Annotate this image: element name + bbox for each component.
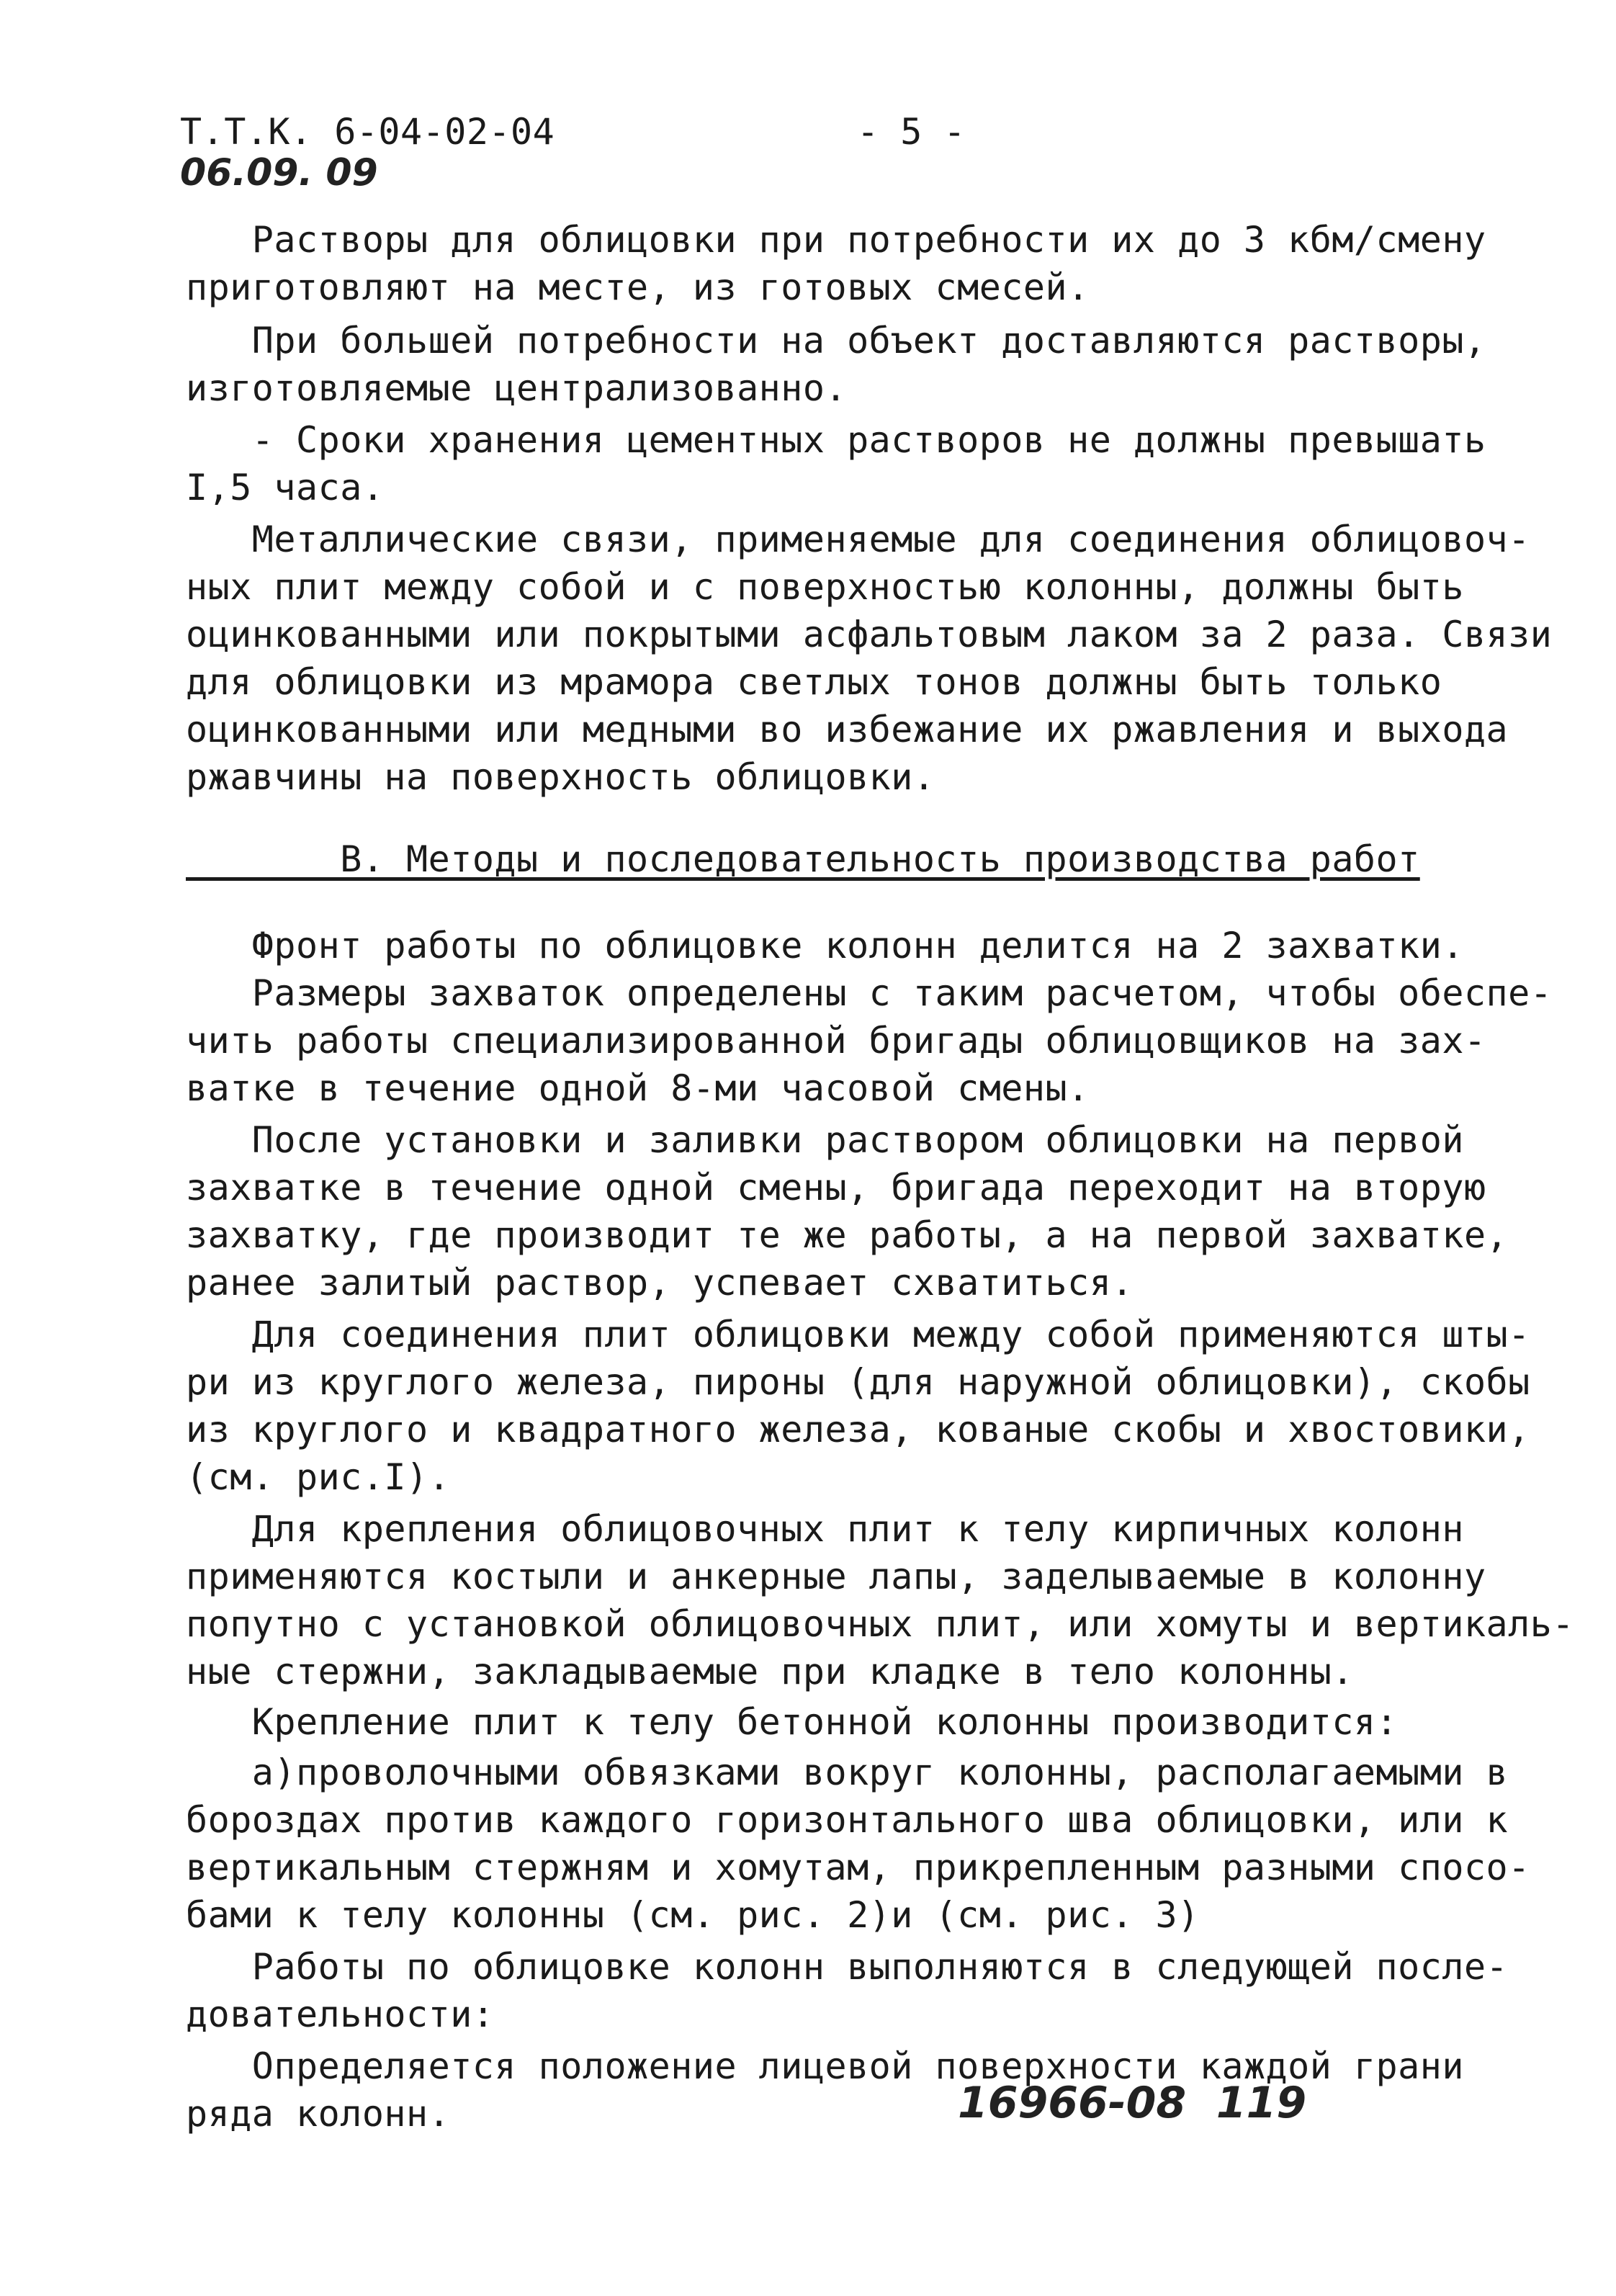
text-line: изготовляемые централизованно. (186, 367, 848, 409)
text-line: а)проволочными обвязками вокруг колонны, располагаемыми в (186, 1752, 1509, 1793)
text-line: для облицовки из мрамора светлых тонов должны быть только (186, 661, 1442, 703)
text-line: - Сроки хранения цементных растворов не должны превышать (186, 419, 1486, 461)
handwritten-code: 06.09. 09 (180, 151, 378, 194)
text-line: I,5 часа. (186, 467, 385, 508)
text-line: ри из круглого железа, пироны (для наружной облицовки), скобы (186, 1361, 1530, 1403)
text-line: применяются костыли и анкерные лапы, заделываемые в колонну (186, 1556, 1486, 1597)
handwritten-footer-code: 16966-08 119 (958, 2078, 1307, 2128)
text-line: (см. рис.I). (186, 1456, 451, 1498)
text-line: приготовляют на месте, из готовых смесей. (186, 266, 1090, 308)
text-line: чить работы специализированной бригады облицовщиков на зах- (186, 1020, 1486, 1062)
text-line: Фронт работы по облицовке колонн делится на 2 захватки. (186, 925, 1464, 967)
text-line: После установки и заливки раствором облицовки на первой (186, 1119, 1464, 1161)
text-line: При большей потребности на объект доставляются растворы, (186, 320, 1486, 362)
text-line: ранее залитый раствор, успевает схватиться. (186, 1262, 1134, 1304)
text-line: Крепление плит к телу бетонной колонны производится: (186, 1701, 1399, 1743)
text-line: Для крепления облицовочных плит к телу кирпичных колонн (186, 1508, 1464, 1550)
text-line: захватке в течение одной смены, бригада переходит на вторую (186, 1167, 1486, 1208)
text-line: ржавчины на поверхность облицовки. (186, 756, 935, 798)
text-line: Для соединения плит облицовки между собой применяются шты- (186, 1314, 1530, 1355)
text-line: захватку, где производит те же работы, а на первой захватке, (186, 1214, 1509, 1256)
page-number: - 5 - (857, 111, 966, 153)
text-line: оцинкованными или медными во избежание их ржавления и выхода (186, 709, 1509, 750)
text-line: Размеры захваток определены с таким расчетом, чтобы обеспе- (186, 972, 1553, 1014)
text-line: ных плит между собой и с поверхностью колонны, должны быть (186, 566, 1464, 608)
document-code: Т.Т.К. 6-04-02-04 (180, 111, 555, 153)
text-line: бороздах против каждого горизонтального шва облицовки, или к (186, 1799, 1509, 1841)
text-line: довательности: (186, 1994, 495, 2035)
text-line: Определяется положение лицевой поверхности каждой грани (186, 2045, 1464, 2087)
text-line: бами к телу колонны (см. рис. 2)и (см. рис. 3) (186, 1894, 1200, 1936)
text-line: вертикальным стержням и хомутам, прикрепленным разными спосо- (186, 1847, 1530, 1888)
text-line: Растворы для облицовки при потребности их до 3 кбм/смену (186, 219, 1486, 261)
text-line: Металлические связи, применяемые для соединения облицовоч- (186, 519, 1530, 560)
text-line: оцинкованными или покрытыми асфальтовым лаком за 2 раза. Связи (186, 614, 1553, 655)
section-heading: В. Методы и последовательность производства работ (186, 838, 1420, 880)
text-line: ватке в течение одной 8-ми часовой смены. (186, 1067, 1090, 1109)
text-line: из круглого и квадратного железа, кованые скобы и хвостовики, (186, 1409, 1530, 1450)
text-line: ные стержни, закладываемые при кладке в тело колонны. (186, 1651, 1354, 1692)
text-line: попутно с установкой облицовочных плит, или хомуты и вертикаль- (186, 1603, 1574, 1645)
text-line: ряда колонн. (186, 2093, 451, 2135)
text-line: Работы по облицовке колонн выполняются в следующей после- (186, 1946, 1509, 1988)
